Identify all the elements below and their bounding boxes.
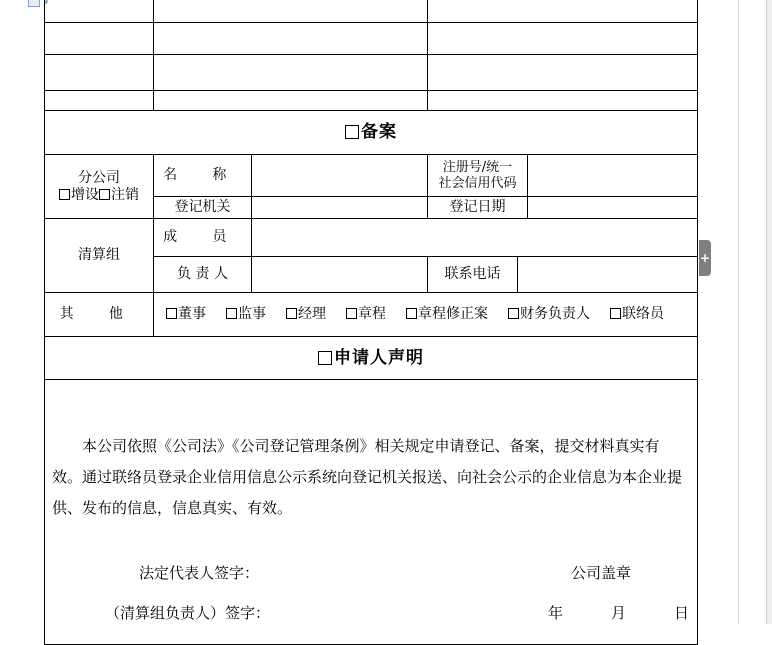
branch-name-label-cell <box>154 155 252 197</box>
liaison-label: 联络员 <box>622 306 664 323</box>
blank-cell <box>154 0 428 23</box>
supervisor-label: 监事 <box>238 306 266 323</box>
member-label-cell <box>154 219 252 257</box>
expand-panel-button[interactable] <box>699 240 711 276</box>
date-day: 日 <box>674 604 690 622</box>
blank-cell <box>45 55 154 91</box>
blank-cell <box>428 91 698 111</box>
articles-amendment-checkbox[interactable] <box>406 308 417 319</box>
date-year: 年 <box>548 604 564 622</box>
finance-head-checkbox[interactable] <box>508 308 519 319</box>
branch-label: 分公司 <box>78 169 120 186</box>
liquidation-label: 清算组 <box>78 247 120 264</box>
blank-cell <box>154 55 428 91</box>
articles-checkbox[interactable] <box>346 308 357 319</box>
reg-authority-label-cell <box>154 197 252 219</box>
phone-label-cell <box>428 257 518 293</box>
declaration-checkbox[interactable] <box>318 351 332 365</box>
member-label: 成 员 <box>163 229 242 246</box>
liquidation-label-cell <box>45 219 154 293</box>
blank-row <box>45 55 698 91</box>
blank-row <box>45 91 698 111</box>
company-seal-label: 公司盖章 <box>571 564 632 582</box>
branch-add-checkbox[interactable] <box>59 189 70 200</box>
member-value[interactable] <box>252 219 698 257</box>
declaration-body-cell <box>45 380 698 645</box>
blank-cell <box>428 23 698 55</box>
option-supervisor[interactable] <box>226 306 266 323</box>
blank-cell <box>154 91 428 111</box>
option-articles-amendment[interactable] <box>406 306 488 323</box>
branch-row-1 <box>45 155 698 197</box>
reg-date-label-cell <box>428 197 528 219</box>
liquidation-row-1 <box>45 219 698 257</box>
director-checkbox[interactable] <box>166 308 177 319</box>
blank-cell <box>428 55 698 91</box>
branch-add-label: 增设 <box>71 186 99 203</box>
option-director[interactable] <box>166 306 206 323</box>
signature-row-2 <box>45 604 697 644</box>
signature-row-1 <box>45 564 697 604</box>
blank-cell <box>45 91 154 111</box>
director-label: 董事 <box>178 306 206 323</box>
date-month: 月 <box>611 604 627 622</box>
leader-label-cell <box>154 257 252 293</box>
blank-cell <box>428 0 698 23</box>
reg-no-label-line2: 社会信用代码 <box>438 175 517 191</box>
option-finance-head[interactable] <box>508 306 590 323</box>
filing-section-title-cell <box>45 111 698 155</box>
sign-date <box>548 604 689 622</box>
document-icon <box>28 0 40 7</box>
reg-date-label: 登记日期 <box>449 199 506 216</box>
manager-label: 经理 <box>298 306 326 323</box>
reg-no-value[interactable] <box>528 155 698 197</box>
registration-form-table <box>44 0 698 645</box>
plus-icon: + <box>699 251 711 265</box>
branch-cancel-checkbox[interactable] <box>99 189 110 200</box>
declaration-text: 本公司依照《公司法》《公司登记管理条例》相关规定申请登记、备案，提交材料真实有效。通过联络员登录企业信用信息公示系统向登记机关报送、向社会公示的企业信息为本企业提供、发布的信息，信息真实、有效。 <box>52 437 683 517</box>
filing-checkbox[interactable] <box>345 125 359 139</box>
blank-cell <box>154 23 428 55</box>
other-row <box>45 293 698 337</box>
filing-title: 备案 <box>361 122 397 143</box>
branch-name-value[interactable] <box>252 155 428 197</box>
phone-label: 联系电话 <box>444 266 501 283</box>
reg-no-label-cell <box>428 155 528 197</box>
leader-label: 负 责 人 <box>177 266 228 283</box>
branch-label-cell <box>45 155 154 219</box>
option-manager[interactable] <box>286 306 326 323</box>
other-options-cell <box>154 293 698 337</box>
blank-cell <box>45 23 154 55</box>
supervisor-checkbox[interactable] <box>226 308 237 319</box>
blank-row <box>45 0 698 23</box>
leader-value[interactable] <box>252 257 428 293</box>
option-articles[interactable] <box>346 306 386 323</box>
liaison-checkbox[interactable] <box>610 308 621 319</box>
declaration-title: 申请人声明 <box>334 347 424 368</box>
declaration-section-header <box>45 337 698 380</box>
branch-cancel-label: 注销 <box>111 186 139 203</box>
reg-authority-label: 登记机关 <box>174 199 231 216</box>
blank-cell <box>45 0 154 23</box>
legal-rep-sign-label: 法定代表人签字： <box>139 564 260 582</box>
blank-row <box>45 23 698 55</box>
vertical-scrollbar[interactable] <box>766 0 772 624</box>
articles-amendment-label: 章程修正案 <box>418 306 488 323</box>
declaration-body-row <box>45 380 698 645</box>
other-label: 其 他 <box>59 306 139 323</box>
reg-date-value[interactable] <box>528 197 698 219</box>
reg-no-label-line1: 注册号/统一 <box>442 159 513 175</box>
manager-checkbox[interactable] <box>286 308 297 319</box>
chevron-down-icon: ▾ <box>44 0 49 8</box>
other-label-cell <box>45 293 154 337</box>
liquidation-sign-label: （清算组负责人）签字： <box>105 604 271 622</box>
articles-label: 章程 <box>358 306 386 323</box>
option-liaison[interactable] <box>610 306 664 323</box>
branch-options <box>49 187 149 204</box>
finance-head-label: 财务负责人 <box>520 306 590 323</box>
branch-name-label: 名 称 <box>163 167 242 184</box>
phone-value[interactable] <box>518 257 698 293</box>
filing-section-header <box>45 111 698 155</box>
declaration-title-cell <box>45 337 698 380</box>
reg-authority-value[interactable] <box>252 197 428 219</box>
